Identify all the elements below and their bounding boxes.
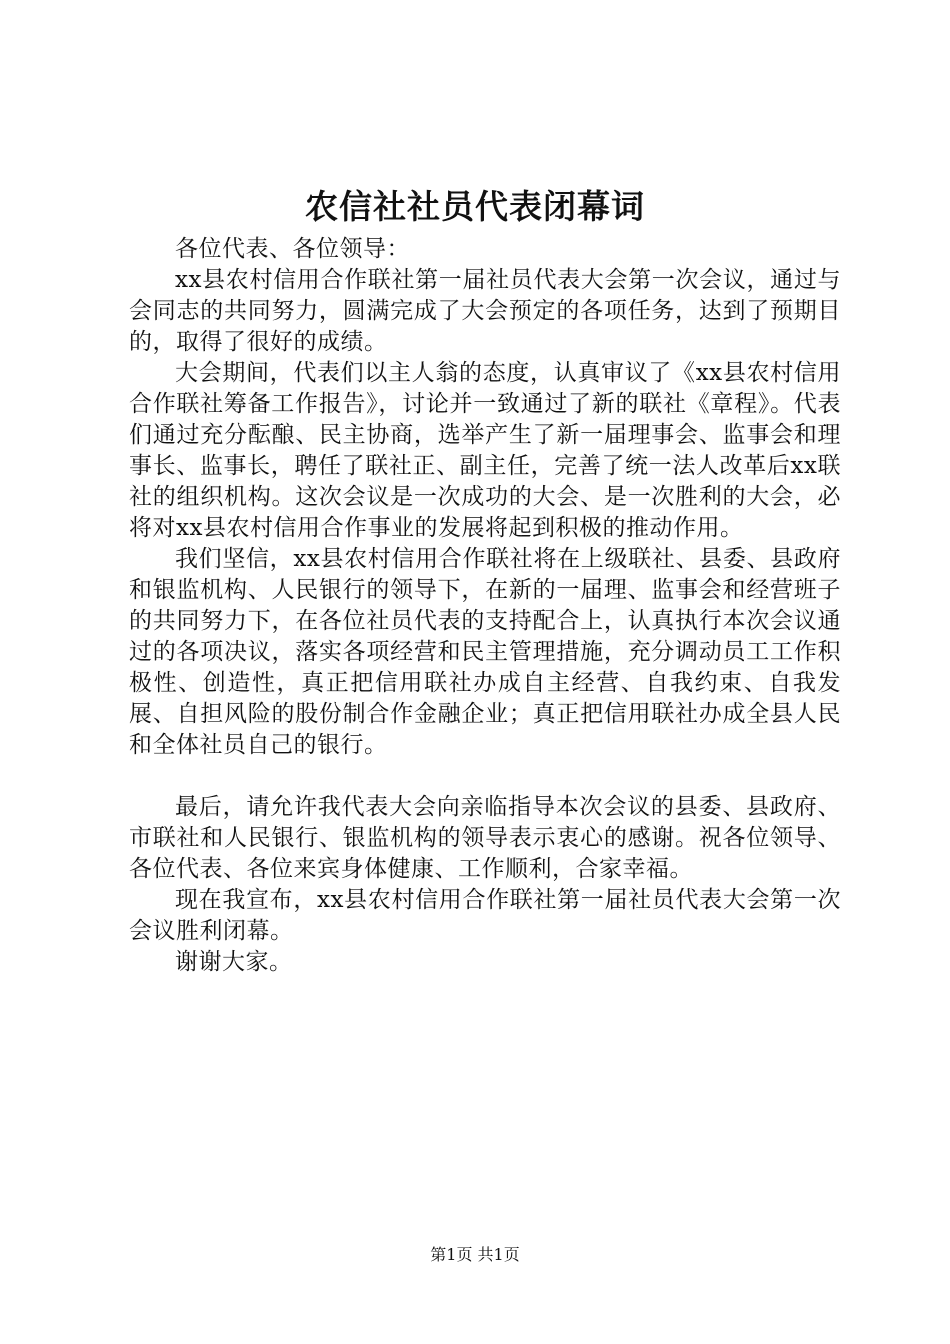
meeting-summary-paragraph: 大会期间，代表们以主人翁的态度，认真审议了《xx县农村信用合作联社筹备工作报告》，讨论并一致通过了新的联社《章程》。代表们通过充分酝酿、民主协商，选举产生了新一届理事会、监事会和理事长、监事长，聘任了联社正、副主任，完善了统一法人改革后xx联社的组织机构。这次会议是一次成功的大会、是一次胜利的大会，必将对xx县农村信用合作事业的发展将起到积极的推动作用。 (129, 360, 841, 541)
document-body (129, 234, 841, 978)
document-title: 农信社社员代表闭幕词 (305, 187, 645, 226)
outlook-paragraph: 我们坚信，xx县农村信用合作联社将在上级联社、县委、县政府和银监机构、人民银行的领导下，在新的一届理、监事会和经营班子的共同努力下，在各位社员代表的支持配合上，认真执行本次会议通过的各项决议，落实各项经营和民主管理措施，充分调动员工工作积极性、创造性，真正把信用联社办成自主经营、自我约束、自我发展、自担风险的股份制合作金融企业；真正把信用联社办成全县人民和全体社员自己的银行。 (129, 546, 841, 758)
final-thanks-paragraph: 谢谢大家。 (175, 949, 293, 975)
thanks-paragraph: 最后，请允许我代表大会向亲临指导本次会议的县委、县政府、市联社和人民银行、银监机构的领导表示衷心的感谢。祝各位领导、各位代表、各位来宾身体健康、工作顺利，合家幸福。 (129, 794, 841, 882)
opening-paragraph: xx县农村信用合作联社第一届社员代表大会第一次会议，通过与会同志的共同努力，圆满完成了大会预定的各项任务，达到了预期目的，取得了很好的成绩。 (129, 267, 841, 355)
closing-announcement-paragraph: 现在我宣布，xx县农村信用合作联社第一届社员代表大会第一次会议胜利闭幕。 (129, 887, 841, 944)
salutation-paragraph: 各位代表、各位领导： (175, 236, 410, 262)
page-number-footer: 第1页 共1页 (430, 1245, 520, 1264)
